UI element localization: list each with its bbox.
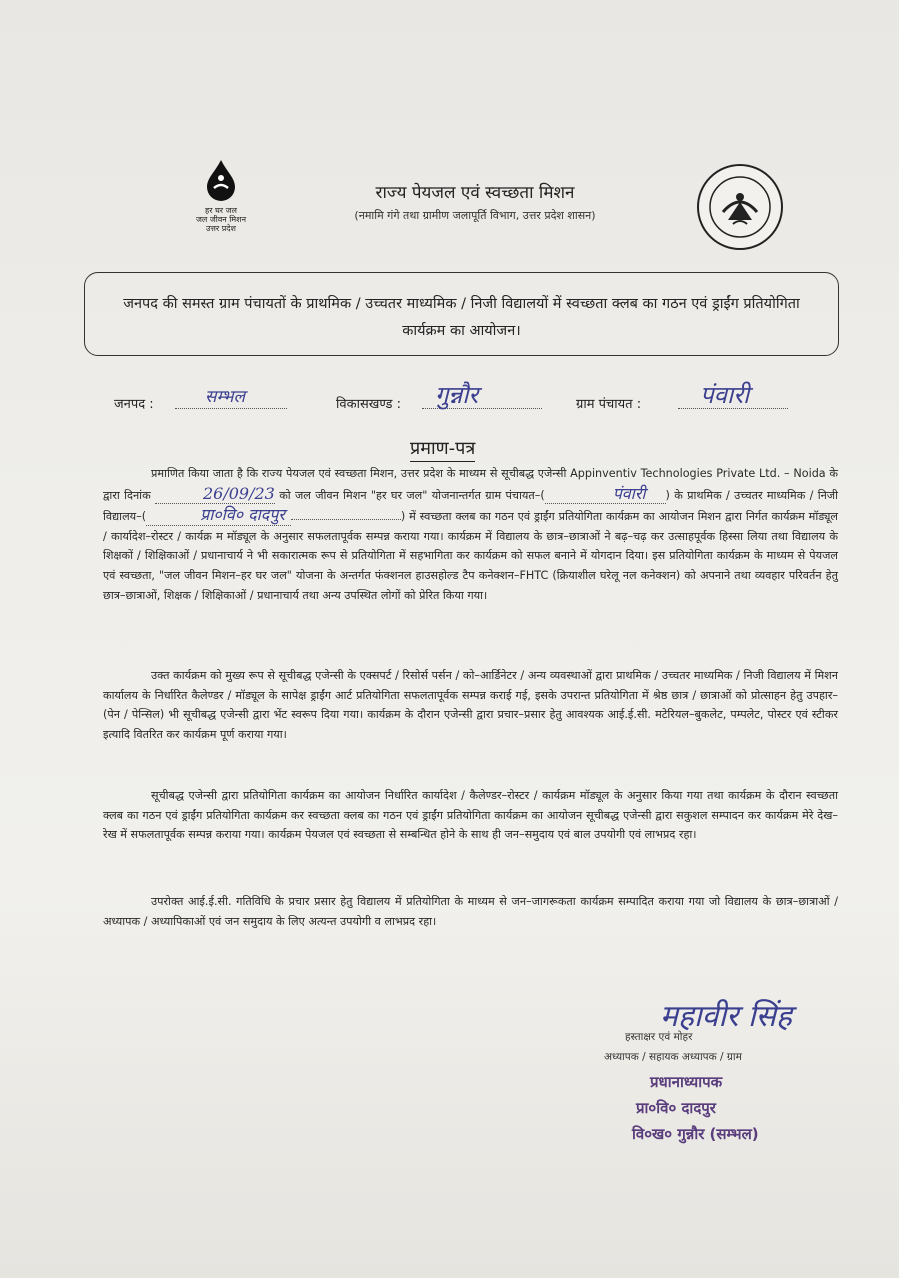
para1-text-1: प्रमाणित किया जाता है कि राज्य पेयजल एवं स्वच्छता मिशन, उत्तर प्रदेश के माध्यम से सूचीबद्ध एजेन्सी Appinventiv Technologies Private Ltd. – Noida के द्वारा दिनांक [103,467,838,502]
panchayat-label: ग्राम पंचायत : [576,397,642,412]
logo-line-1: हर घर जल [205,206,237,215]
signature-caption: हस्ताक्षर एवं मोहर [625,1031,693,1043]
stamp-line-2: प्रा०वि० दादपुर [636,1099,716,1117]
panchayat-value: पंवारी [700,381,750,409]
seal-emblem-icon [695,162,785,252]
block-label: विकासखण्ड : [336,397,402,412]
para1-text-3: ) के प्राथमिक / उच्चतर माध्यमिक / निजी विद्यालय–( [103,488,839,524]
signature-role: अध्यापक / सहायक अध्यापक / ग्राम [604,1051,742,1063]
page-title: राज्य पेयजल एवं स्वच्छता मिशन [375,183,575,203]
paragraph-3 [103,786,838,845]
handwritten-signature: महावीर सिंह [660,999,792,1034]
district-value: सम्भल [205,387,246,407]
stamp-line-3: वि०ख० गुन्नौर (सम्भल) [632,1125,759,1143]
subject-box: जनपद की समस्त ग्राम पंचायतों के प्राथमिक / उच्चतर माध्यमिक / निजी विद्यालयों में स्वच्छता क्लब का गठन एवं ड्राईंग प्रतियोगिता कार्यक्रम का आयोजन। [84,272,839,356]
water-drop-icon [201,158,241,202]
page-subtitle: (नमामि गंगे तथा ग्रामीण जलापूर्ति विभाग, उत्तर प्रदेश शासन) [354,209,596,222]
para2-text: उक्त कार्यक्रम को मुख्य रूप से सूचीबद्ध एजेन्सी के एक्सपर्ट / रिसोर्स पर्सन / को–आर्डिनेटर / अन्य व्यवस्थाओं द्वारा प्राथमिक / उच्चतर माध्यमिक / निजी विद्यालय में मिशन कार्यालय के निर्धारित कैलेण्डर / मॉड्यूल के सापेक्ष ड्राईंग आर्ट प्रतियोगिता सफलतापूर्वक सम्पन्न कराई गई, इसके उपरान्त प्रतियोगिता में श्रेष्ठ छात्र / छात्राओं को प्रोत्साहन हेतु उपहार–(पेन / पेन्सिल) भी सूचीबद्ध एजेन्सी द्वारा भेंट स्वरूप दिया गया। कार्यक्रम के दौरान एजेन्सी द्वारा प्रचार–प्रसार हेतु आवश्यक आई.ई.सी. मटेरियल–बुकलेट, पम्पलेट, पोस्टर एवं स्टीकर इत्यादि वितरित कर कार्यक्रम पूर्ण कराया गया। [103,669,838,741]
logo-line-3: उत्तर प्रदेश [206,224,236,233]
para1-school: प्रा०वि० दादपुर [146,505,291,526]
para3-text: सूचीबद्ध एजेन्सी द्वारा प्रतियोगिता कार्यक्रम का आयोजन निर्धारित कार्यादेश / कैलेण्डर–रोस्टर / कार्यक्रम मॉड्यूल के अनुसार किया गया तथा कार्यक्रम के दौरान स्वच्छता क्लब का गठन एवं ड्राईंग प्रतियोगिता कार्यक्रम कर स्वच्छता क्लब का गठन एवं ड्राईंग प्रतियोगिता कार्यक्रम का आयोजन सूचीबद्ध एजेन्सी द्वारा सकुशल सम्पादन कर कार्यक्रम मेरे देख–रेख में सफलतापूर्वक सम्पन्न कराया गया। कार्यक्रम पेयजल एवं स्वच्छता से सम्बन्धित होने के साथ ही जन–समुदाय एवं बाल उपयोगी एवं लाभप्रद रहा। [103,789,838,842]
certificate-title: प्रमाण-पत्र [410,436,475,462]
para1-text-2: को जल जीवन मिशन "हर घर जल" योजनान्तर्गत ग्राम पंचायत–( [279,488,545,502]
har-ghar-jal-logo [188,158,254,233]
location-fields [0,381,899,424]
paragraph-1 [103,464,838,605]
para1-panchayat: पंवारी [545,484,666,505]
paragraph-2 [103,666,838,744]
district-label: जनपद : [114,397,154,412]
para1-date: 26/09/23 [155,484,275,505]
para4-text: उपरोक्त आई.ई.सी. गतिविधि के प्रचार प्रसार हेतु विद्यालय में प्रतियोगिता के माध्यम से जन–जागरूकता कार्यक्रम सम्पादित कराया गया जो विद्यालय के छात्र–छात्राओं / अध्यापक / अध्यापिकाओं एवं जन समुदाय के लिए अत्यन्त उपयोगी व लाभप्रद रहा। [103,895,838,928]
header-title-block [300,180,650,223]
para1-text-4: ) में स्वच्छता क्लब का गठन एवं ड्राईंग प्रतियोगिता कार्यक्रम का आयोजन मिशन द्वारा निर्गत कार्यक्रम मॉड्यूल / कार्यादेश–रोस्टर / कार्यक्र म मॉड्यूल के अनुसार सफलतापूर्वक सम्पन्न कराया गया। कार्यक्रम में विद्यालय के छात्र–छात्राओं ने बढ़–चढ़ कर उत्साहपूर्वक हिस्सा लिया तथा विद्यालय के शिक्षकों / शिक्षिकाओं / प्रधानाचार्य ने भी सकारात्मक रूप से प्रतियोगिता में सहभागिता कर कार्यक्रम को सफल बनाने में योगदान दिया। इस प्रतियोगिता कार्यक्रम के माध्यम से पेयजल एवं स्वच्छता, "जल जीवन मिशन–हर घर जल" योजना के अन्तर्गत फंक्शनल हाउसहोल्ड टैप कनेक्शन–FHTC (क्रियाशील घरेलू नल कनेक्शन) को अपनाने तथा व्यवहार परिवर्तन हेतु छात्र–छात्राओं, शिक्षक / शिक्षिकाओं / प्रधानाचार्य तथा अन्य उपस्थित लोगों को प्रेरित किया गया। [103,510,838,602]
block-value: गुन्नौर [435,381,479,409]
up-government-seal [695,162,785,252]
para1-school-dots [291,519,401,520]
logo-line-2: जल जीवन मिशन [195,215,247,224]
stamp-line-1: प्रधानाध्यापक [650,1073,723,1091]
paragraph-4 [103,892,838,931]
